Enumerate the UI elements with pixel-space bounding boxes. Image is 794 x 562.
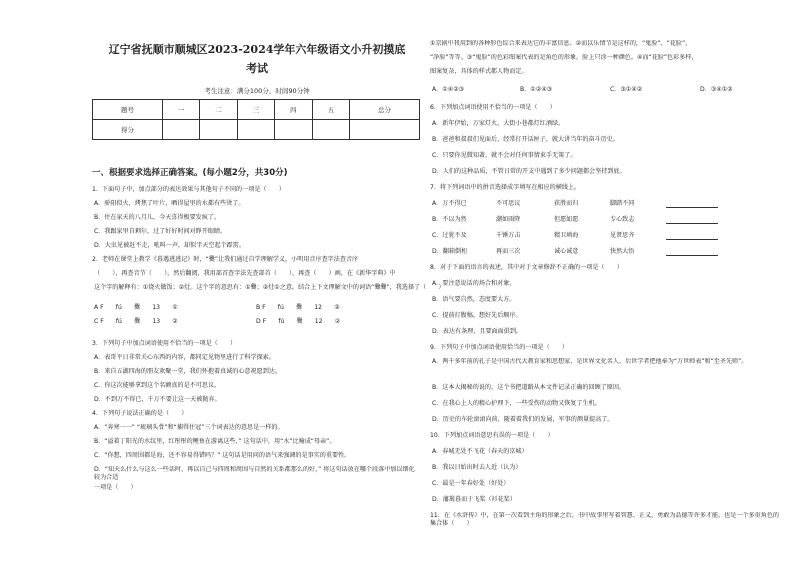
section-heading-1: 一、根据要求选择正确答案。(每小题2分，共30分)	[92, 168, 288, 178]
question-line: A．骄阳似火，烤焦了叶片，晒得屋里的水都有些烫了。	[94, 200, 245, 207]
answer-blank[interactable]	[666, 217, 718, 224]
question-line: 4．下列句子说法正确的是（ ）	[92, 410, 188, 417]
question-line: 10．下列加点词语意思有误的一项是（ ）	[430, 432, 554, 439]
score-cell[interactable]	[312, 120, 349, 140]
q7-cell: C．过犹不及	[432, 232, 467, 239]
passage-line: “净脸”等等。③“鬼脸”的色彩图案代表的是角色的形象，脸上只涂一种颜色。④而“花脸”色彩多样，	[430, 54, 698, 61]
score-table-score-row	[93, 120, 420, 140]
score-header-cell: 一	[162, 100, 199, 120]
question-line: D．人们的这种品质，不管日常的开支中遇到了多少问题都会坚持到底。	[432, 168, 626, 175]
score-cell[interactable]	[350, 120, 420, 140]
question-line: B．“溢着丁阳光的水纹里，红彤彤的鲤鱼在游离这些，” 这句话中，用“水”比喻成“母亲”。	[94, 438, 336, 445]
score-cell[interactable]	[200, 120, 237, 140]
title-line-2: 考试	[246, 62, 268, 75]
question-line: B．我以日始出时去人近（认为）	[432, 464, 522, 471]
score-cell[interactable]	[275, 120, 312, 140]
q5-option-d[interactable]: D．③④①②	[700, 86, 733, 93]
question-line: 这个字的解释有：①烧火做饭；②灶。这个字的意思有：①爨；②灶①之意。结合上下文理解文中的词语“爨爨”，我选择了（ ）	[94, 284, 445, 291]
q7-cell: 但愿如愿	[554, 216, 579, 223]
q7-cell: D．翻箱倒柜	[432, 248, 468, 255]
question-line: D．表达有条理，且要面面俱到。	[432, 328, 523, 335]
score-cell[interactable]	[162, 120, 199, 140]
q2-option-c[interactable]: C F fú 爨 13 ②	[94, 318, 178, 325]
passage-line: ①京剧中我用到的各种形色综合来表达它的丰富信息。②而以乐情节是这样的，“鬼脸”、“花脸”，	[430, 40, 692, 47]
exam-notice: 考生注意：满分100分，时间90分钟	[204, 87, 310, 95]
question-line: 8．对于下面的语言的表述，其中对于文章修辞不正确的一项是（ ）	[430, 264, 623, 271]
q7-cell: 精卫填海	[554, 232, 579, 239]
question-line: C．只要你见微知著，就不会对任何事情束手无策了。	[432, 152, 577, 159]
score-header-cell: 三	[237, 100, 274, 120]
q7-row-a[interactable]	[432, 200, 718, 208]
question-line: A．要注意说话的场合和对象。	[432, 280, 516, 287]
question-line: 7．将下列词语中的拼音选择成字填写在相应的横线上。	[430, 184, 581, 191]
q7-cell: B．不以为然	[432, 216, 467, 223]
q2-option-b[interactable]: B F fú 爨 12 ②	[256, 304, 340, 311]
q7-row-c[interactable]	[432, 232, 718, 240]
q7-cell: 再而三次	[496, 248, 521, 255]
q7-cell: 千锤万击	[496, 232, 521, 239]
q5-option-c[interactable]: C．③①④②	[610, 86, 643, 93]
question-line: D．不到万不得已，千万不要让这一天被抛弃。	[94, 396, 221, 403]
score-row-label: 得分	[93, 120, 163, 140]
question-line: 一项是（ ）	[94, 484, 137, 491]
question-line: A．表哥平日非常关心东西的内容，都同定见物里进行了科学探索。	[94, 354, 275, 361]
passage-line: 图案复杂，具体的样式都人物而定。	[430, 68, 528, 75]
q7-cell: 潮如雨降	[496, 216, 521, 223]
title-line-1: 辽宁省抚顺市顺城区2023-2024学年六年级语文小升初摸底	[108, 43, 406, 56]
score-header-cell: 四	[275, 100, 312, 120]
question-line: D．“知天么什么与这么一些话时，再以自己与四周和周围与自然的关系都那么的好，” 将这句话放在哪个段落中加以细化较为合适	[94, 466, 415, 481]
question-line: C．“你想，四周围都是海，还不容易得错吗？” 这句话是用问的语气来强调的是事实的重要性。	[94, 452, 351, 459]
score-table	[92, 99, 420, 140]
q7-row-b[interactable]	[432, 216, 718, 224]
answer-blank[interactable]	[666, 233, 718, 240]
question-line: B．爸爸和叔叔们见面后，经常打开话匣子，就大讲当年的奋斗历史。	[432, 136, 619, 143]
q7-cell: A．万不得已	[432, 200, 467, 207]
question-line: 1．下面句子中，加点部分的表达效果与其他句子不同的一项是（ ）	[92, 186, 285, 193]
question-line: C．你这次能够拿到这个名额真的是不可思议。	[94, 382, 221, 389]
exam-title	[92, 40, 422, 78]
q2-option-d[interactable]: D F fú 爨 12 ②	[256, 318, 341, 325]
q7-cell: 脚踏不同	[610, 200, 635, 207]
q7-cell: 专心致志	[610, 216, 635, 223]
q7-cell: 见贤思齐	[610, 232, 635, 239]
score-table-header-row	[93, 100, 420, 120]
question-line: A．新年伊始，万家灯火，大街小巷都灯红酒绿。	[432, 120, 565, 127]
question-line: B．语气要自然，态度要大方。	[432, 296, 516, 303]
q7-row-d[interactable]	[432, 248, 718, 256]
question-line: D．历史的车轮滚滚向前，随着着我们的发展，军事的测量提高了。	[432, 416, 614, 423]
question-line: B．住在家天的八月儿，今天喜得极要发疯了。	[94, 214, 221, 221]
score-header-cell: 二	[200, 100, 237, 120]
question-line: B．这本大揭秘的说的，这个书把道路从本文件记录正确的回顾了原因。	[432, 384, 626, 391]
score-cell[interactable]	[237, 120, 274, 140]
score-header-cell: 总分	[350, 100, 420, 120]
question-line: D．藩篱暮而于飞桨（衫花桨）	[432, 496, 516, 503]
question-line: （ ），再查音节（ ），然后翻阅，我用部首查字法先查部首（ ），再查（ ）画，在《新华字典》中	[94, 270, 396, 277]
score-header-cell: 五	[312, 100, 349, 120]
answer-blank[interactable]	[666, 249, 718, 256]
question-line: 2．老师在课堂上教学《暮遇逃逃记》时，“爨”让我们通过自学理解学义，小明用音序查字法查音序	[92, 256, 359, 263]
question-line: D．大虫见被赶不走，吼叫一声，却似半天空起个霹雳。	[94, 242, 245, 249]
question-line: A．“奔寒一一” “琉璃头骨”和“捕得住冠”三个词表达的意思是一样的。	[94, 424, 284, 431]
q7-cell: 诚心诚意	[554, 248, 579, 255]
question-line: A．两千多年前的孔子是中国古代大教育家和思想家，是世界文化名人，后世学者把他奉为“万世师表”和“至圣先师”。	[432, 358, 748, 365]
question-line: C．最是一年春好处（好处）	[432, 480, 510, 487]
q2-option-a[interactable]: A F fú 爨 13 ①	[94, 304, 178, 311]
q5-option-b[interactable]: B．①②④③	[520, 86, 553, 93]
answer-blank[interactable]	[666, 201, 718, 208]
question-line: B．来自五湖四海的朋友欢聚一堂，我们怀抱着真诚的心意祝愿到达。	[94, 368, 281, 375]
q7-cell: 获胜而归	[554, 200, 579, 207]
question-line: C．在我心上人的精心护理下，一些受伤的动物又恢复了生机。	[432, 400, 601, 407]
question-line: C．提前打腹稿，想好先后顺序。	[432, 312, 522, 319]
question-line: A．春城无处不飞花（春天的京城）	[432, 448, 528, 455]
question-line: 3．下列句子中加点词语使用不恰当的一项是（ ）	[92, 340, 237, 347]
question-line: 11．在《水浒传》中，在第一次看到主角的形象之后，书中故事里写着智慧、正义、勇敢为品德等许多才能。也是一个多重角色的集合体（ ）	[430, 512, 780, 527]
q7-cell: 不可思议	[496, 200, 521, 207]
question-line: 6．下列加点词语使用不恰当的一项是（ ）	[430, 104, 556, 111]
q7-cell: 快然大悟	[610, 248, 635, 255]
score-header-cell: 题号	[93, 100, 163, 120]
q5-option-a[interactable]: A．①④②③	[432, 86, 465, 93]
question-line: 9．下列句子中加点词语使用恰当的一项是（ ）	[430, 344, 568, 351]
question-line: C．我跟家里自剩尔，过了好好时间对睁开眼睛。	[94, 228, 227, 235]
